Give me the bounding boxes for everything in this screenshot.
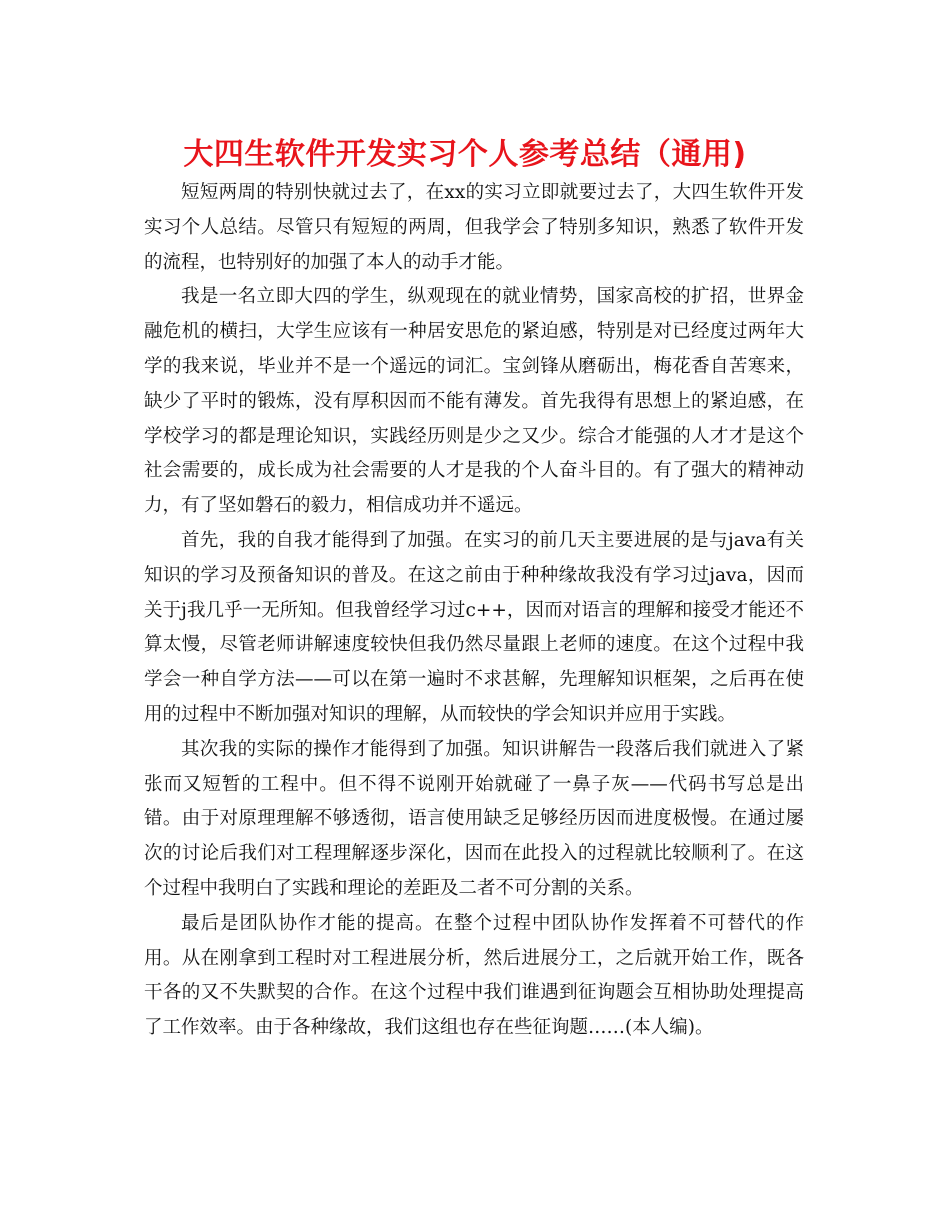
paragraph-4: 其次我的实际的操作才能得到了加强。知识讲解告一段落后我们就进入了紧张而又短暂的工程中。但不得不说刚开始就碰了一鼻子灰——代码书写总是出错。由于对原理理解不够透彻，语言使用缺乏足够经历因而进度极慢。在通过屡次的讨论后我们对工程理解逐步深化，因而在此投入的过程就比较顺利了。在这个过程中我明白了实践和理论的差距及二者不可分割的关系。: [144, 738, 804, 899]
paragraph-1: 短短两周的特别快就过去了，在xx的实习立即就要过去了，大四生软件开发实习个人总结。尽管只有短短的两周，但我学会了特别多知识，熟悉了软件开发的流程，也特别好的加强了本人的动手才能。: [144, 182, 804, 273]
paragraph-3: 首先，我的自我才能得到了加强。在实习的前几天主要进展的是与java有关知识的学习及预备知识的普及。在这之前由于种种缘故我没有学习过java，因而关于j我几乎一无所知。但我曾经学习过c++，因而对语言的理解和接受才能还不算太慢，尽管老师讲解速度较快但我仍然尽量跟上老师的速度。在这个过程中我学会一种自学方法——可以在第一遍时不求甚解，先理解知识框架，之后再在使用的过程中不断加强对知识的理解，从而较快的学会知识并应用于实践。: [144, 529, 804, 725]
paragraph-2: 我是一名立即大四的学生，纵观现在的就业情势，国家高校的扩招，世界金融危机的横扫，大学生应该有一种居安思危的紧迫感，特别是对已经度过两年大学的我来说，毕业并不是一个遥远的词汇。宝剑锋从磨砺出，梅花香自苦寒来，缺少了平时的锻炼，没有厚积因而不能有薄发。首先我得有思想上的紧迫感，在学校学习的都是理论知识，实践经历则是少之又少。综合才能强的人才才是这个社会需要的，成长成为社会需要的人才是我的个人奋斗目的。有了强大的精神动力，有了坚如磐石的毅力，相信成功并不遥远。: [144, 286, 804, 517]
document-body: [144, 176, 804, 1046]
paragraph-5: 最后是团队协作才能的提高。在整个过程中团队协作发挥着不可替代的作用。从在刚拿到工程时对工程进展分析，然后进展分工，之后就开始工作，既各干各的又不失默契的合作。在这个过程中我们谁遇到征询题会互相协助处理提高了工作效率。由于各种缘故，我们这组也存在些征询题……(本人编)。: [144, 912, 804, 1039]
document-title: 大四生软件开发实习个人参考总结（通用): [183, 137, 747, 172]
